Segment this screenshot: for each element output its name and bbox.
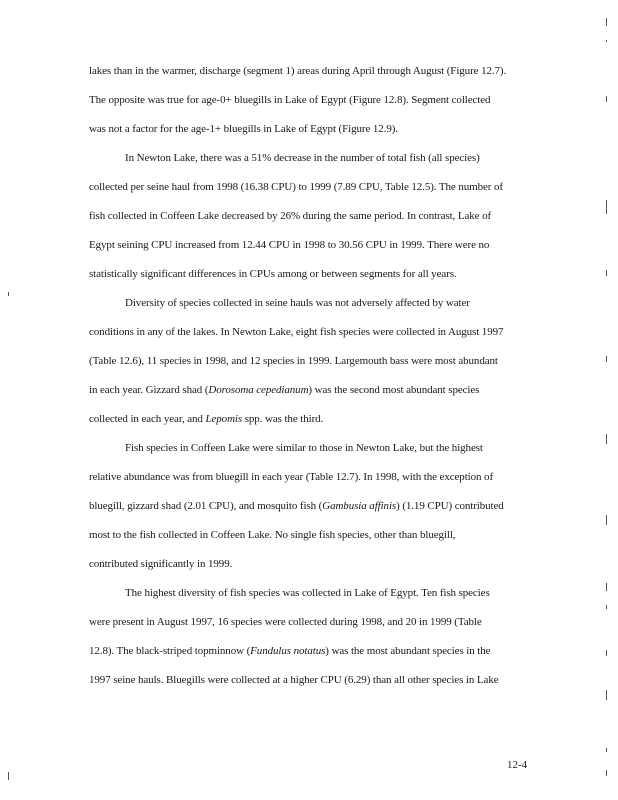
text-run: collected in each year, and [89, 413, 206, 425]
text-line [89, 470, 529, 484]
scan-speck [606, 583, 607, 591]
text-line [89, 151, 565, 165]
text-run: ) (1.19 CPU) contributed [396, 500, 504, 512]
text-run: was not a factor for the age-1+ bluegills in Lake of Egypt (Figure 12.9). [89, 123, 398, 135]
scan-speck [606, 650, 607, 656]
text-run: In Newton Lake, there was a 51% decrease in the number of total fish (all species) [125, 152, 480, 164]
scan-speck [8, 772, 9, 780]
text-line [89, 528, 529, 542]
italic-species-name: Fundulus notatus [250, 645, 326, 657]
italic-species-name: Lepomis [205, 413, 243, 425]
text-line [89, 64, 529, 78]
text-line [89, 267, 529, 281]
text-run: in each year. Gizzard shad ( [89, 384, 209, 396]
text-run: were present in August 1997, 16 species were collected during 1998, and 20 in 1999 (Table [89, 616, 482, 628]
text-line [89, 354, 529, 368]
text-line [89, 412, 529, 426]
text-line [89, 441, 565, 455]
text-line [89, 673, 529, 687]
text-line [89, 180, 529, 194]
text-run: fish collected in Coffeen Lake decreased by 26% during the same period. In contrast, Lake of [89, 210, 492, 222]
scan-speck [606, 515, 607, 525]
text-run: bluegill, gizzard shad (2.01 CPU), and mosquito fish ( [89, 500, 323, 512]
text-run: (Table 12.6), 11 species in 1998, and 12 species in 1999. Largemouth bass were most abundant [89, 355, 498, 367]
scan-speck [606, 356, 607, 362]
scan-speck [606, 690, 607, 700]
scan-speck [606, 18, 607, 26]
scan-speck [606, 605, 607, 609]
text-run: conditions in any of the lakes. In Newton Lake, eight fish species were collected in August 1997 [89, 326, 504, 338]
scan-speck [606, 200, 607, 214]
text-run: contributed significantly in 1999. [89, 558, 233, 570]
text-run: Fish species in Coffeen Lake were similar to those in Newton Lake, but the highest [125, 442, 483, 454]
text-run: Egypt seining CPU increased from 12.44 CPU in 1998 to 30.56 CPU in 1999. There were no [89, 239, 490, 251]
scan-speck [606, 96, 607, 102]
text-run: ) was the second most abundant species [308, 384, 480, 396]
text-run: 1997 seine hauls. Bluegills were collected at a higher CPU (6.29) than all other species in Lake [89, 674, 499, 686]
text-line [89, 557, 529, 571]
scan-speck [8, 292, 9, 296]
text-line [89, 383, 529, 397]
scan-speck [606, 270, 607, 276]
text-run: lakes than in the warmer, discharge (segment 1) areas during April through August (Figure 12.7). [89, 65, 507, 77]
text-run: ) was the most abundant species in the [325, 645, 491, 657]
text-run: Diversity of species collected in seine hauls was not adversely affected by water [125, 297, 470, 309]
text-line [89, 586, 565, 600]
text-line [89, 325, 529, 339]
italic-species-name: Gambusia affinis [322, 500, 397, 512]
scan-speck [606, 770, 607, 776]
text-line [89, 499, 529, 513]
text-line [89, 296, 565, 310]
scan-speck [606, 748, 607, 752]
text-run: The highest diversity of fish species was collected in Lake of Egypt. Ten fish species [125, 587, 490, 599]
text-line [89, 644, 529, 658]
text-run: spp. was the third. [242, 413, 324, 425]
text-line [89, 615, 529, 629]
scan-speck [606, 40, 607, 42]
text-run: The opposite was true for age-0+ bluegills in Lake of Egypt (Figure 12.8). Segment collected [89, 94, 491, 106]
text-run: collected per seine haul from 1998 (16.38 CPU) to 1999 (7.89 CPU, Table 12.5). The number of [89, 181, 503, 193]
italic-species-name: Dorosoma cepedianum [208, 384, 309, 396]
scan-speck [606, 434, 607, 444]
text-line [89, 238, 529, 252]
text-run: relative abundance was from bluegill in each year (Table 12.7). In 1998, with the exception of [89, 471, 494, 483]
text-line [89, 122, 529, 136]
text-line [89, 93, 529, 107]
text-run: statistically significant differences in CPUs among or between segments for all years. [89, 268, 457, 280]
text-run: most to the fish collected in Coffeen Lake. No single fish species, other than bluegill, [89, 529, 456, 541]
page-number: 12-4 [507, 759, 528, 771]
text-run: 12.8). The black-striped topminnow ( [89, 645, 251, 657]
text-line [89, 209, 529, 223]
